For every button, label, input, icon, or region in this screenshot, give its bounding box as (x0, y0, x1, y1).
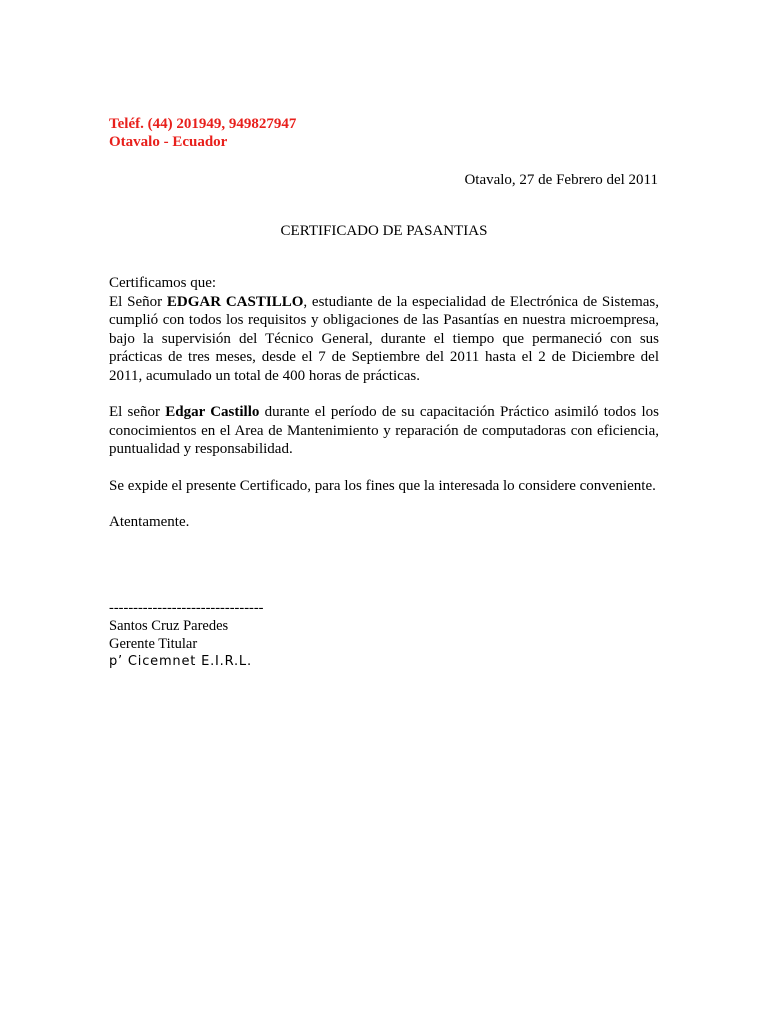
certificate-body (109, 274, 659, 532)
student-name: Edgar Castillo (165, 404, 260, 420)
paragraph-main-text: , estudiante de la especialidad de Electrónica de Sistemas, cumplió con todos los requisitos y obligaciones de las Pasantías en nuestra microempresa, bajo la supervisión del Técnico General, durante el tiempo que permaneció con sus prácticas de tres meses, desde el 7 de Septiembre del 2011 hasta el 2 de Diciembre del 2011, acumulado un total de 400 horas de prácticas. (109, 293, 659, 384)
signer-name: Santos Cruz Paredes (109, 618, 229, 634)
signature-line: -------------------------------- (109, 600, 264, 616)
paragraph-main-lead: El Señor (109, 293, 167, 310)
date-line: Otavalo, 27 de Febrero del 2011 (464, 172, 658, 188)
document-title: CERTIFICADO DE PASANTIAS (280, 223, 488, 239)
signer-role: Gerente Titular (109, 636, 198, 652)
paragraph-issue: Se expide el presente Certificado, para los fines que la interesada lo considere conveniente. (109, 477, 656, 494)
letterhead (109, 115, 296, 151)
letterhead-location: Otavalo - Ecuador (109, 134, 228, 150)
paragraph-main (109, 293, 659, 386)
signer-company: p’ Cicemnet E.I.R.L. (109, 654, 252, 669)
closing-line: Atentamente. (109, 514, 190, 530)
intro-line: Certificamos que: (109, 275, 217, 291)
paragraph-skills (109, 403, 659, 459)
letterhead-phone: Teléf. (44) 201949, 949827947 (109, 116, 297, 132)
paragraph-skills-text: durante el período de su capacitación Práctico asimiló todos los conocimientos en el Area de Mantenimiento y reparación de computadoras con eficiencia, puntualidad y responsabilidad. (109, 404, 659, 457)
signature-block (109, 599, 264, 671)
paragraph-skills-lead: El señor (109, 404, 166, 420)
student-name-upper: EDGAR CASTILLO (166, 293, 304, 310)
